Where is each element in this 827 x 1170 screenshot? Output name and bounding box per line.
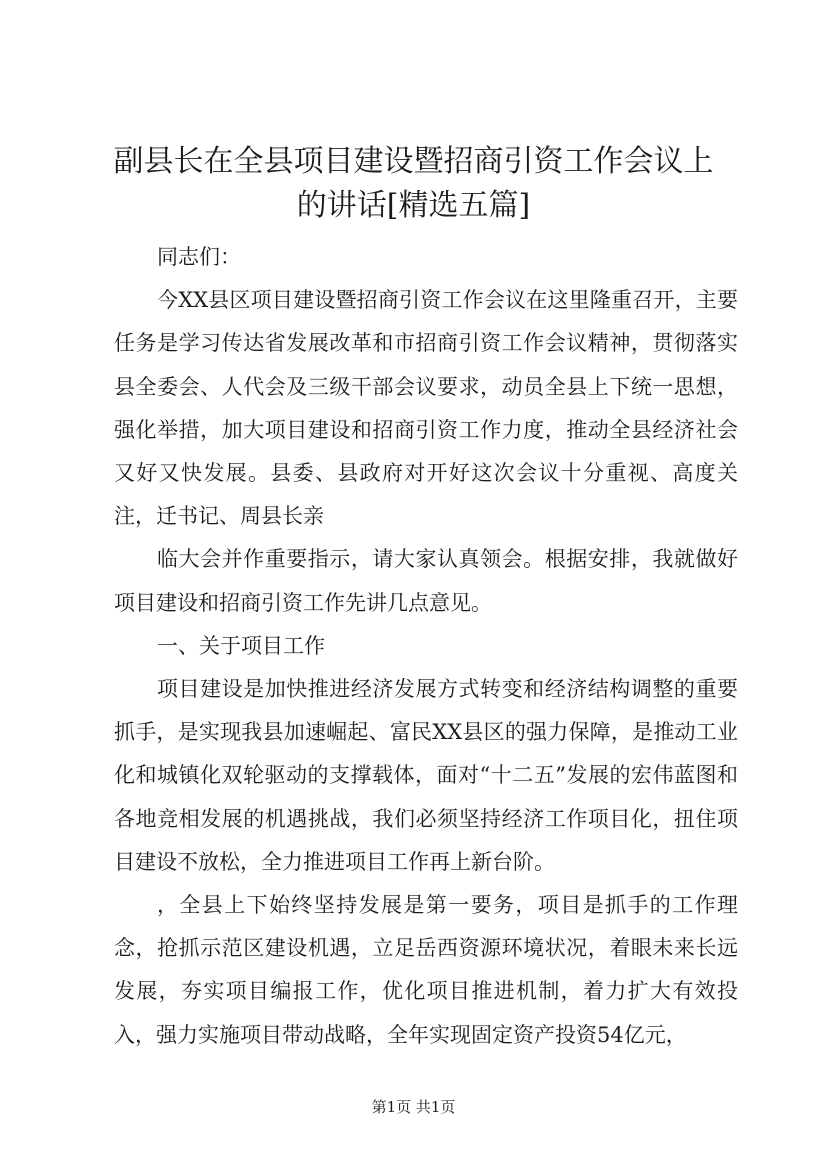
- title-line-1: 副县长在全县项目建设暨招商引资工作会议上: [113, 144, 714, 179]
- title-line-2: 的讲话[精选五篇]: [296, 188, 531, 223]
- section-heading: 一、关于项目工作: [157, 633, 325, 658]
- body-paragraph: 今XX县区项目建设暨招商引资工作会议在这里隆重召开，主要任务是学习传达省发展改革和市招商引资工作会议精神，贯彻落实县全委会、人代会及三级干部会议要求，动员全县上下统一思想，强化举措，加大项目建设和招商引资工作力度，推动全县经济社会又好又快发展。县委、县政府对开好这次会议十分重视、高度关注，迁书记、周县长亲: [114, 288, 738, 529]
- page-footer: 第1页 共1页: [371, 1098, 456, 1116]
- body-paragraph: ，全县上下始终坚持发展是第一要务，项目是抓手的工作理念，抢抓示范区建设机遇，立足岳西资源环境状况，着眼未来长远发展，夯实项目编报工作，优化项目推进机制，着力扩大有效投入，强力实施项目带动战略，全年实现固定资产投资54亿元，: [114, 893, 738, 1047]
- body-paragraph: 项目建设是加快推进经济发展方式转变和经济结构调整的重要抓手，是实现我县加速崛起、富民XX县区的强力保障，是推动工业化和城镇化双轮驱动的支撑载体，面对“十二五”发展的宏伟蓝图和各地竞相发展的机遇挑战，我们必须坚持经济工作项目化，扭住项目建设不放松，全力推进项目工作再上新台阶。: [114, 677, 738, 874]
- body-paragraph: 临大会并作重要指示，请大家认真领会。根据安排，我就做好项目建设和招商引资工作先讲几点意见。: [114, 547, 738, 615]
- salutation-paragraph: 同志们：: [157, 245, 241, 269]
- document-title: [100, 140, 727, 228]
- document-body: [114, 236, 738, 1057]
